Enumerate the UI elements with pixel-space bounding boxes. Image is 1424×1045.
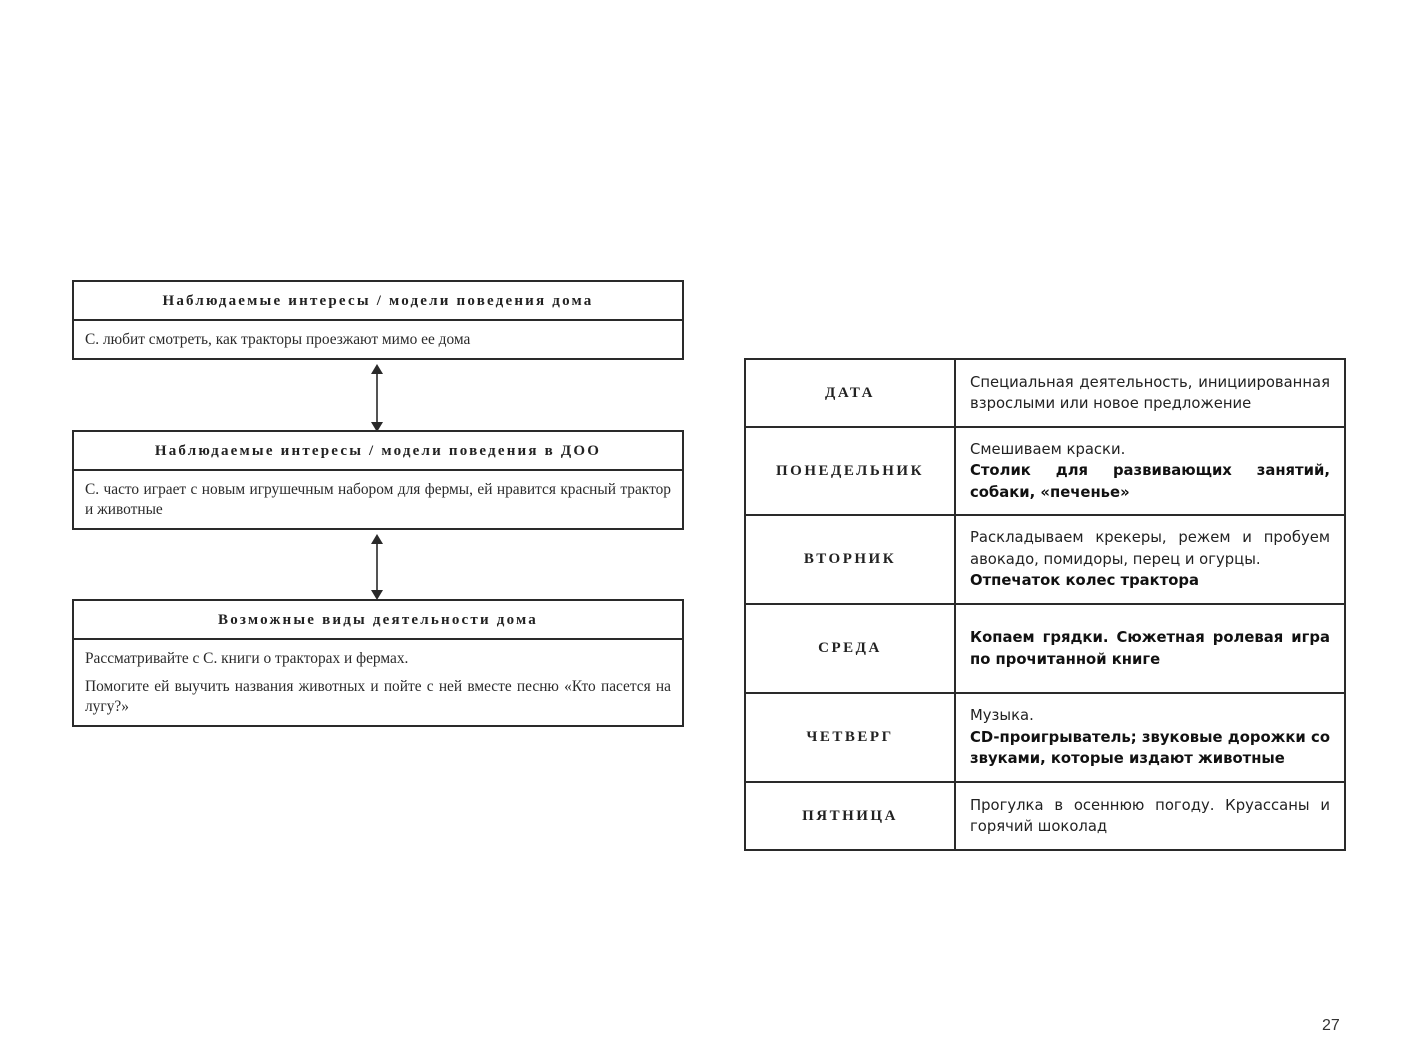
weekly-plan-table [744, 358, 1346, 851]
table-row [745, 782, 1345, 850]
activity-friday: Прогулка в осеннюю погоду. Круассаны и горячий шоколад [955, 782, 1345, 850]
activity-tuesday: Раскладываем крекеры, режем и пробуем авокадо, помидоры, перец и огурцы. Отпечаток колес трактора [955, 515, 1345, 604]
header-day: ДАТА [745, 359, 955, 427]
double-arrow-icon [368, 364, 386, 432]
table-header-row [745, 359, 1345, 427]
day-friday: ПЯТНИЦА [745, 782, 955, 850]
page-number: 27 [1322, 1017, 1340, 1034]
preschool-interests-text: С. часто играет с новым игрушечным набором для фермы, ей нравится красный трактор и животные [85, 481, 671, 518]
home-activities-body [74, 640, 682, 725]
home-interests-title: Наблюдаемые интересы / модели поведения дома [74, 282, 682, 321]
table-row [745, 693, 1345, 782]
header-activity: Специальная деятельность, инициированная взрослыми или новое предложение [955, 359, 1345, 427]
home-activities-box [72, 599, 684, 727]
home-activity-item: Рассматривайте с С. книги о тракторах и фермах. [85, 650, 409, 667]
table-row [745, 604, 1345, 693]
activity-thursday: Музыка. CD-проигрыватель; звуковые дорожки со звуками, которые издают животные [955, 693, 1345, 782]
activity-wednesday: Копаем грядки. Сюжетная ролевая игра по прочитанной книге [955, 604, 1345, 693]
home-interests-body [74, 321, 682, 358]
day-tuesday: ВТОРНИК [745, 515, 955, 604]
home-interests-text: С. любит смотреть, как тракторы проезжают мимо ее дома [85, 331, 471, 348]
spiral-binding [0, 0, 40, 1045]
day-thursday: ЧЕТВЕРГ [745, 693, 955, 782]
home-interests-box [72, 280, 684, 360]
home-activities-title: Возможные виды деятельности дома [74, 601, 682, 640]
preschool-interests-title: Наблюдаемые интересы / модели поведения в ДОО [74, 432, 682, 471]
preschool-interests-box [72, 430, 684, 530]
preschool-interests-body [74, 471, 682, 528]
day-wednesday: СРЕДА [745, 604, 955, 693]
table-row [745, 515, 1345, 604]
day-monday: ПОНЕДЕЛЬНИК [745, 427, 955, 515]
table-row [745, 427, 1345, 515]
home-activity-item: Помогите ей выучить названия животных и пойте с ней вместе песню «Кто пасется на лугу?» [85, 678, 671, 715]
double-arrow-icon [368, 534, 386, 600]
activity-monday: Смешиваем краски. Столик для развивающих занятий, собаки, «печенье» [955, 427, 1345, 515]
